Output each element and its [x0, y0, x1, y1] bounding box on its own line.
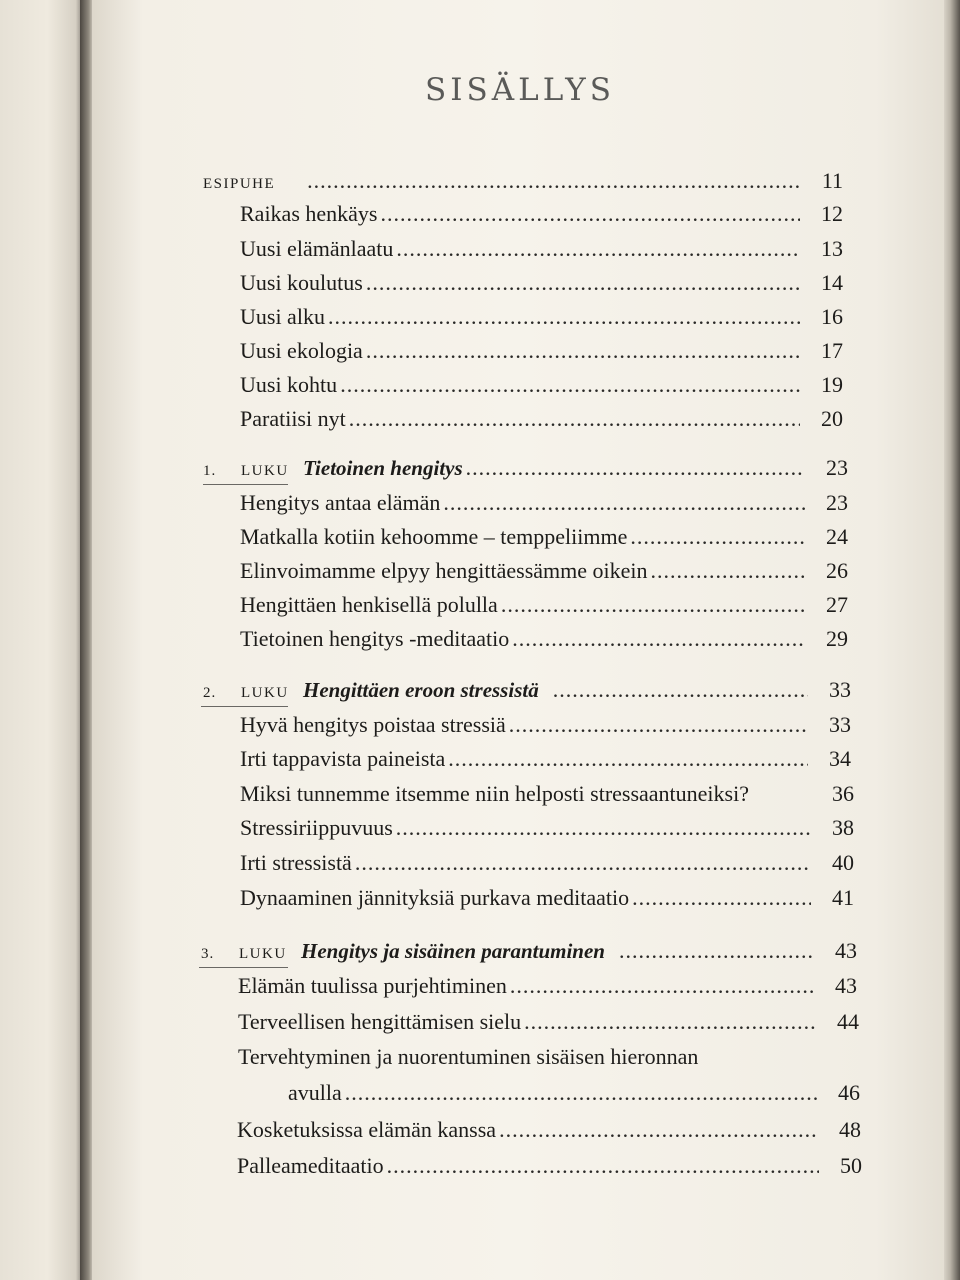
toc-entry	[240, 372, 843, 398]
toc-entry	[288, 1080, 860, 1106]
toc-page-number: 36	[832, 781, 854, 806]
toc-page-number: 27	[826, 592, 848, 617]
toc-page-number: 46	[838, 1080, 860, 1105]
page-title: SISÄLLYS	[425, 72, 615, 108]
toc-entry-label: Tervehtyminen ja nuorentuminen sisäisen hieronnan	[238, 1044, 699, 1069]
toc-leader	[553, 677, 808, 703]
toc-entry-label: Dynaaminen jännityksiä purkava meditaatio	[240, 885, 630, 910]
toc-entry-label: Paratiisi nyt	[240, 406, 346, 431]
toc-entry-continuation: avulla	[288, 1080, 342, 1105]
toc-leader	[510, 973, 814, 999]
toc-entry-label: Elinvoimamme elpyy hengittäessämme oikein	[240, 558, 648, 583]
chapter-luku: LUKU	[241, 463, 289, 479]
toc-leader	[632, 885, 811, 911]
toc-entry-label: Uusi ekologia	[240, 338, 363, 363]
toc-entry-label: Uusi alku	[240, 304, 325, 329]
toc-entry-label: Hyvä hengitys poistaa stressiä	[240, 712, 506, 737]
toc-chapter-3	[201, 938, 857, 964]
toc-leader	[366, 270, 800, 296]
toc-page-number: 40	[832, 850, 854, 875]
toc-page-number: 20	[821, 406, 843, 431]
toc-leader	[355, 850, 811, 876]
toc-page-number: 34	[829, 746, 851, 771]
toc-leader	[448, 746, 808, 772]
toc-entry-label: Irti stressistä	[240, 850, 352, 875]
toc-page-number: 50	[840, 1153, 862, 1178]
toc-chapter-1	[203, 455, 848, 481]
toc-page-number: 33	[829, 712, 851, 737]
toc-page-number: 48	[839, 1117, 861, 1142]
toc-leader	[307, 168, 800, 194]
toc-entry	[237, 1153, 862, 1179]
chapter-number: 3.	[201, 946, 215, 962]
chapter-title: Tietoinen hengitys	[303, 456, 463, 480]
toc-page-number: 23	[826, 455, 848, 480]
toc-entry-label: Raikas henkäys	[240, 201, 378, 226]
toc-page-number: 19	[821, 372, 843, 397]
toc-section-preface	[203, 168, 843, 194]
chapter-title: Hengittäen eroon stressistä	[303, 678, 539, 702]
toc-leader	[328, 304, 800, 330]
toc-entry	[238, 1009, 859, 1035]
toc-entry-label: Miksi tunnemme itsemme niin helposti stressaantuneiksi?	[240, 781, 749, 806]
chapter-number: 2.	[203, 685, 217, 701]
toc-page-number: 16	[821, 304, 843, 329]
toc-entry-label: Kosketuksissa elämän kanssa	[237, 1117, 497, 1142]
toc-leader	[443, 490, 805, 516]
chapter-luku: LUKU	[241, 685, 289, 701]
toc-leader	[651, 558, 805, 584]
toc-page-number: 43	[835, 973, 857, 998]
toc-entry	[237, 1117, 861, 1143]
toc-leader	[466, 455, 805, 481]
toc-entry	[240, 270, 843, 296]
toc-entry	[240, 338, 843, 364]
toc-leader	[499, 1117, 818, 1143]
toc-entry	[240, 712, 851, 738]
toc-leader	[340, 372, 800, 398]
toc-entry	[240, 781, 854, 807]
toc-page-number: 44	[837, 1009, 859, 1034]
toc-entry	[240, 201, 843, 227]
toc-leader	[366, 338, 800, 364]
toc-leader	[509, 712, 808, 738]
toc-page-number: 41	[832, 885, 854, 910]
toc-entry	[240, 746, 851, 772]
toc-entry	[240, 885, 854, 911]
chapter-underline	[203, 484, 288, 485]
toc-entry-label: Hengitys antaa elämän	[240, 490, 441, 515]
toc-entry	[238, 973, 857, 999]
toc-entry	[240, 558, 848, 584]
toc-entry	[240, 490, 848, 516]
toc-entry-label: Uusi elämänlaatu	[240, 236, 394, 261]
toc-entry	[240, 592, 848, 618]
toc-page-number: 26	[826, 558, 848, 583]
toc-leader	[512, 626, 805, 652]
toc-section-label: ESIPUHE	[203, 176, 276, 192]
toc-leader	[619, 938, 814, 964]
toc-entry	[240, 236, 843, 262]
toc-entry-label: Terveellisen hengittämisen sielu	[238, 1009, 522, 1034]
toc-leader	[630, 524, 805, 550]
toc-page-number: 13	[821, 236, 843, 261]
toc-page-number: 17	[821, 338, 843, 363]
toc-page-number: 29	[826, 626, 848, 651]
toc-leader	[387, 1153, 819, 1179]
toc-entry-label: Uusi kohtu	[240, 372, 338, 397]
toc-entry	[240, 304, 843, 330]
toc-entry-label: Elämän tuulissa purjehtiminen	[238, 973, 507, 998]
chapter-number: 1.	[203, 463, 217, 479]
toc-page-number: 24	[826, 524, 848, 549]
toc-page-number: 12	[821, 201, 843, 226]
toc-leader	[501, 592, 805, 618]
toc-entry	[240, 626, 848, 652]
toc-chapter-2	[203, 677, 851, 703]
toc-page-number: 38	[832, 815, 854, 840]
toc-entry-label: Stressiriippuvuus	[240, 815, 393, 840]
toc-entry-label: Uusi koulutus	[240, 270, 363, 295]
toc-page-number: 14	[821, 270, 843, 295]
left-page	[0, 0, 86, 1280]
toc-page-number: 11	[821, 168, 843, 193]
chapter-luku: LUKU	[239, 946, 287, 962]
toc-entry	[240, 815, 854, 841]
chapter-underline	[201, 706, 288, 707]
toc-page-number: 43	[835, 938, 857, 963]
toc-entry	[240, 406, 843, 432]
chapter-title: Hengitys ja sisäinen parantuminen	[301, 939, 605, 963]
toc-entry-label: Palleameditaatio	[237, 1153, 384, 1178]
toc-entry-label: Tietoinen hengitys -meditaatio	[240, 626, 510, 651]
toc-leader	[380, 201, 800, 227]
toc-entry	[240, 850, 854, 876]
toc-entry-label: Irti tappavista paineista	[240, 746, 446, 771]
toc-leader	[396, 815, 811, 841]
toc-page-number: 33	[829, 677, 851, 702]
toc-leader	[396, 236, 800, 262]
toc-entry-label: Hengittäen henkisellä polulla	[240, 592, 498, 617]
toc-leader	[349, 406, 800, 432]
chapter-underline	[199, 967, 288, 968]
toc-entry	[240, 524, 848, 550]
toc-leader	[345, 1080, 817, 1106]
toc-page-number: 23	[826, 490, 848, 515]
page-edge	[944, 0, 960, 1280]
toc-leader	[524, 1009, 816, 1035]
toc-entry-label: Matkalla kotiin kehoomme – temppeliimme	[240, 524, 628, 549]
